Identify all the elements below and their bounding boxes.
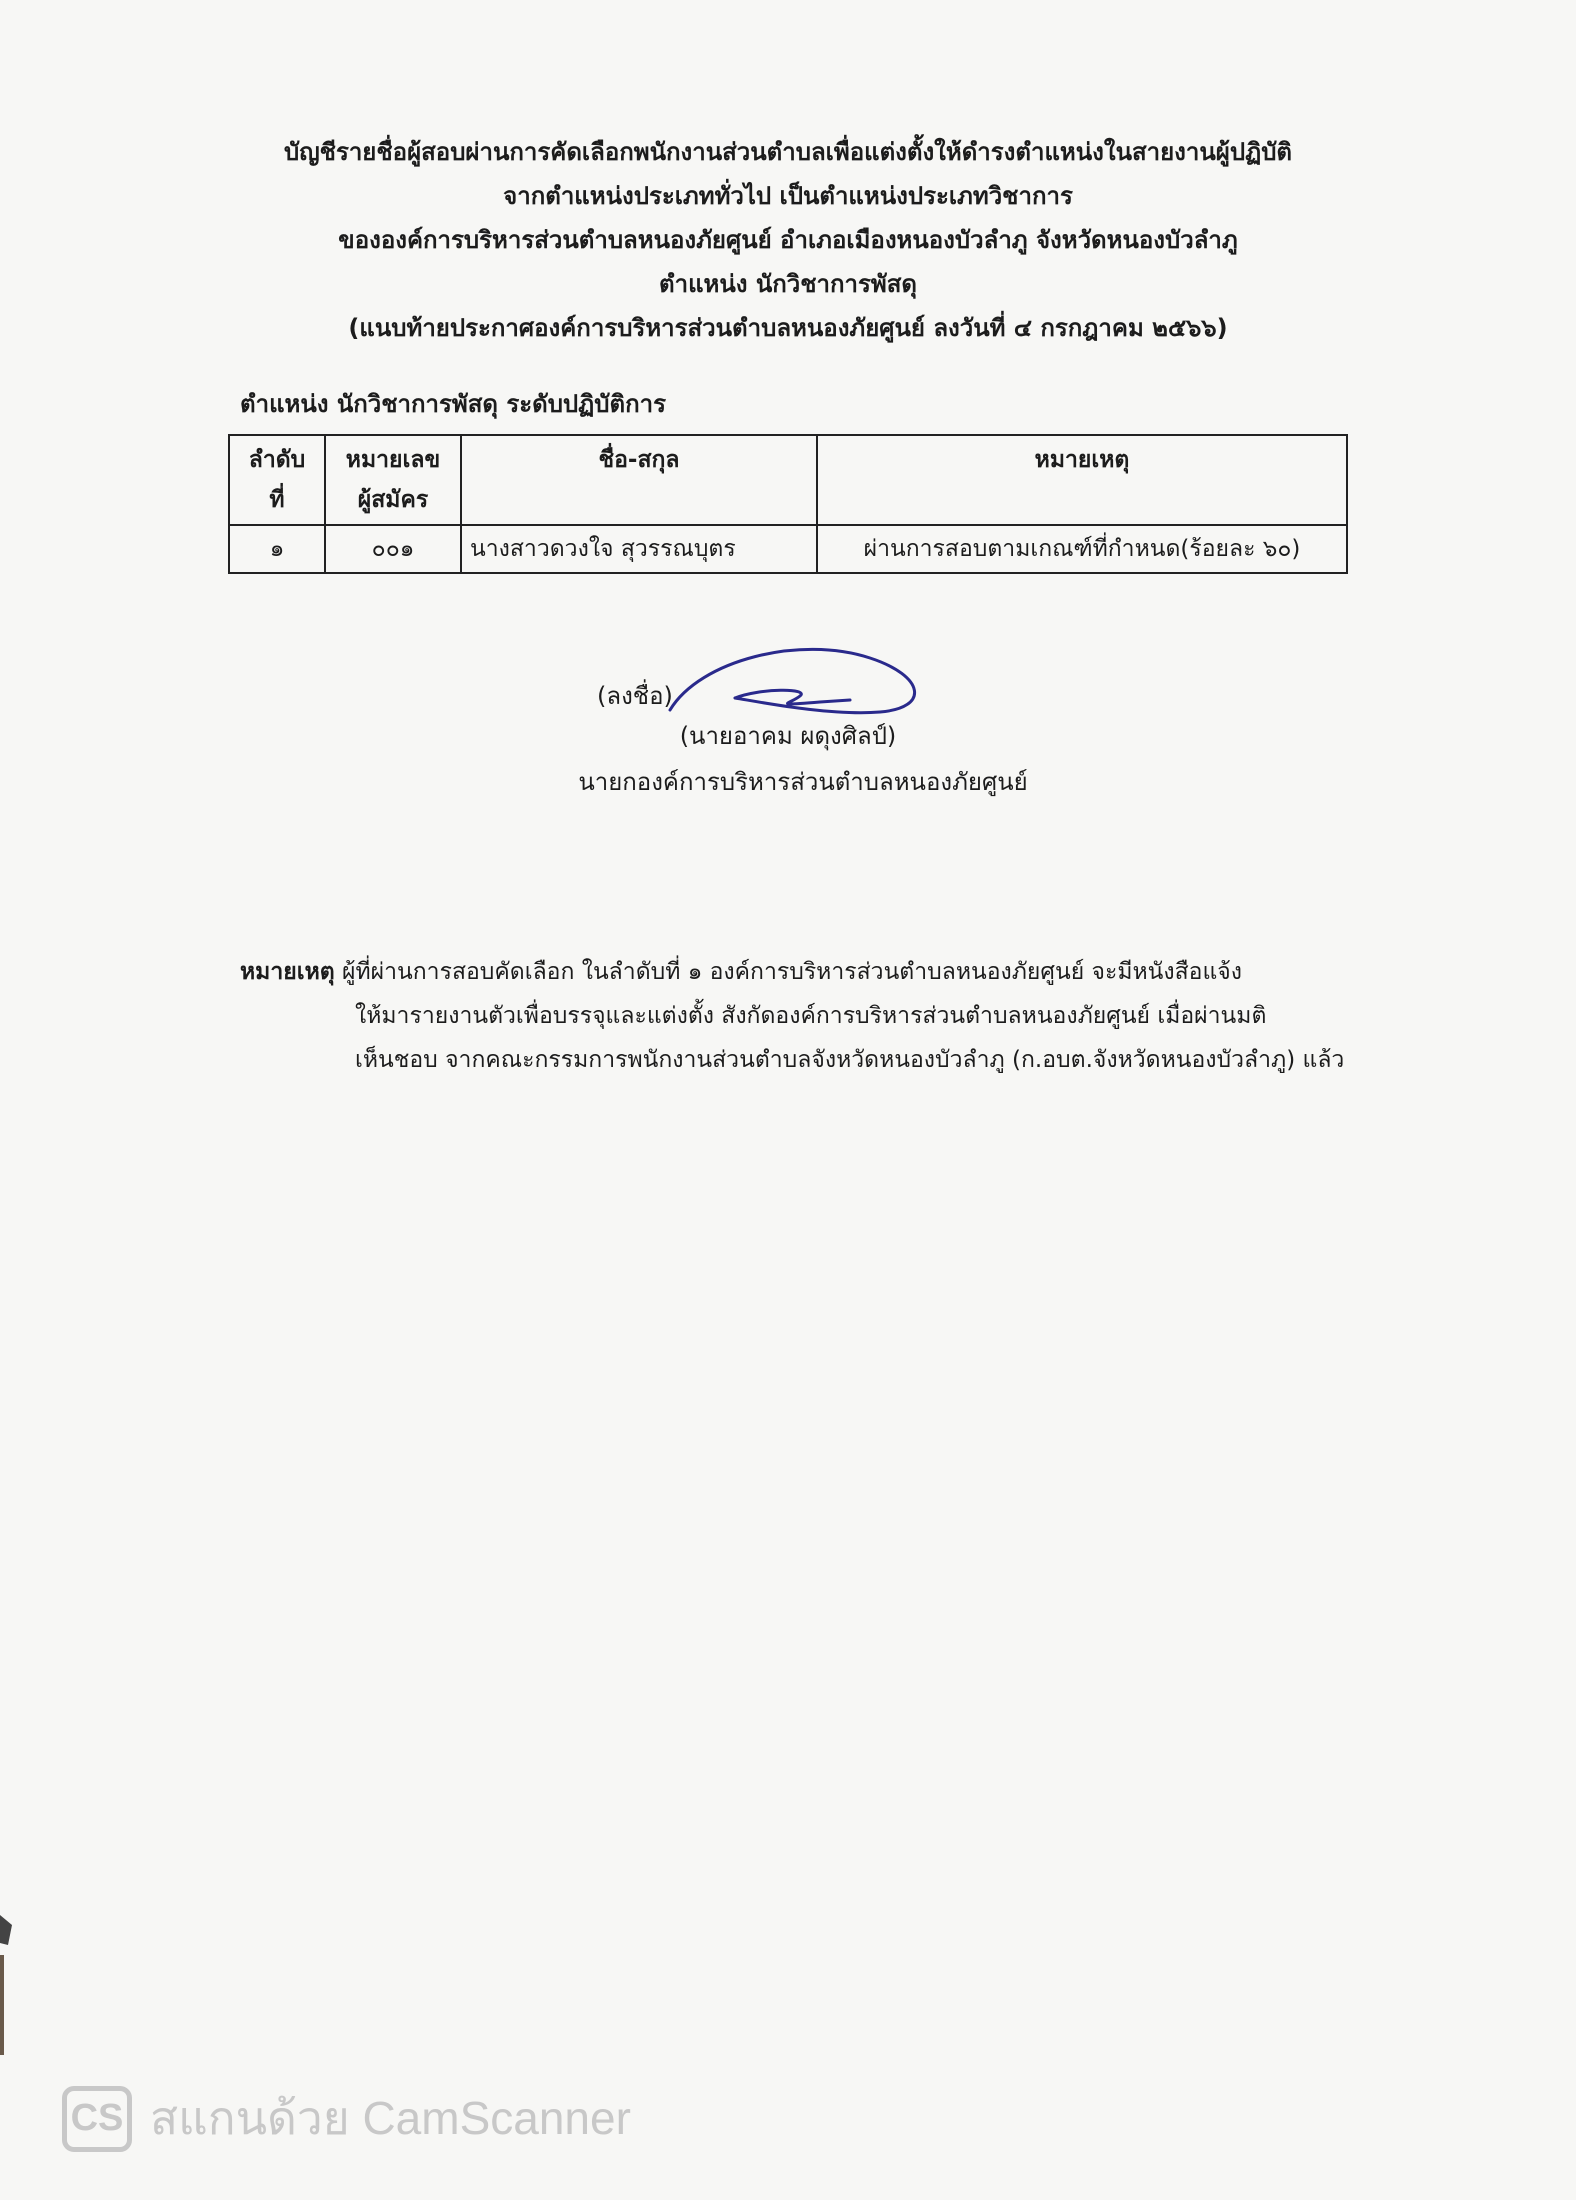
- header-applicant-no: หมายเลข ผู้สมัคร: [325, 435, 461, 525]
- results-table: [228, 434, 1348, 574]
- watermark-text: สแกนด้วย CamScanner: [150, 2092, 631, 2144]
- note-text-1: ผู้ที่ผ่านการสอบคัดเลือก ในลำดับที่ ๑ องค์การบริหารส่วนตำบลหนองภัยศูนย์ จะมีหนังสือแจ้ง: [342, 959, 1242, 985]
- header-line-3: ขององค์การบริหารส่วนตำบลหนองภัยศูนย์ อำเภอเมืองหนองบัวลำภู จังหวัดหนองบัวลำภู: [338, 226, 1238, 254]
- header-line-5: (แนบท้ายประกาศองค์การบริหารส่วนตำบลหนองภัยศูนย์ ลงวันที่ ๔ กรกฎาคม ๒๕๖๖): [348, 314, 1228, 342]
- note-label: หมายเหตุ: [240, 959, 335, 985]
- cell-remark: ผ่านการสอบตามเกณฑ์ที่กำหนด(ร้อยละ ๖๐): [817, 525, 1347, 573]
- camscanner-watermark: [62, 2082, 631, 2155]
- position-title: ตำแหน่ง นักวิชาการพัสดุ ระดับปฏิบัติการ: [240, 390, 666, 418]
- signer-title: นายกองค์การบริหารส่วนตำบลหนองภัยศูนย์: [578, 768, 1028, 796]
- note-section: [240, 950, 1380, 1082]
- document-header: [0, 130, 1576, 350]
- header-line-1: บัญชีรายชื่อผู้สอบผ่านการคัดเลือกพนักงานส่วนตำบลเพื่อแต่งตั้งให้ดำรงตำแหน่งในสายงานผู้ปฏิบัติ: [283, 138, 1293, 166]
- scan-edge-mark: [0, 1915, 20, 2055]
- signer-name: (นายอาคม ผดุงศิลป์): [679, 722, 897, 750]
- note-line-3: เห็นชอบ จากคณะกรรมการพนักงานส่วนตำบลจังหวัดหนองบัวลำภู (ก.อบต.จังหวัดหนองบัวลำภู) แล้ว: [355, 1047, 1345, 1073]
- camscanner-logo-icon: CS: [62, 2086, 132, 2152]
- cell-applicant-no: ๐๐๑: [325, 525, 461, 573]
- sign-label: (ลงชื่อ): [597, 682, 673, 710]
- header-order: ลำดับ ที่: [229, 435, 325, 525]
- table-header-row: [229, 435, 1347, 525]
- table-row: [229, 525, 1347, 573]
- header-line-2: จากตำแหน่งประเภททั่วไป เป็นตำแหน่งประเภทวิชาการ: [503, 182, 1073, 210]
- header-remark: หมายเหตุ: [817, 435, 1347, 525]
- cell-name: นางสาวดวงใจ สุวรรณบุตร: [461, 525, 817, 573]
- note-line-1: [240, 950, 1380, 994]
- header-line-4: ตำแหน่ง นักวิชาการพัสดุ: [659, 270, 917, 298]
- note-line-2: ให้มารายงานตัวเพื่อบรรจุและแต่งตั้ง สังกัดองค์การบริหารส่วนตำบลหนองภัยศูนย์ เมื่อผ่านมติ: [355, 1003, 1267, 1029]
- cell-order: ๑: [229, 525, 325, 573]
- header-name: ชื่อ-สกุล: [461, 435, 817, 525]
